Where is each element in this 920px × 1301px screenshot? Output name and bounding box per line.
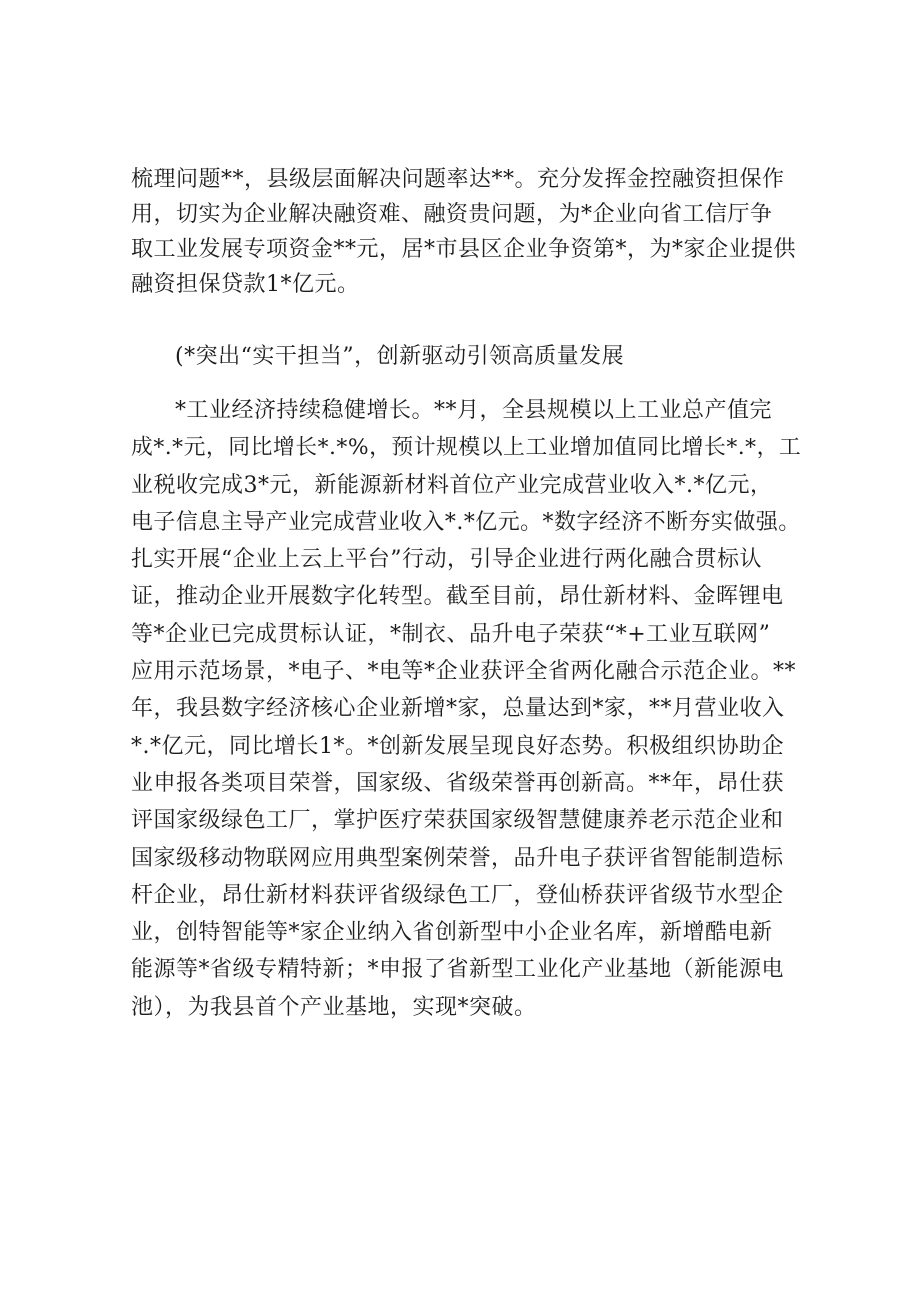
paragraph-line: 池），为我县首个产业基地，实现*突破。 bbox=[131, 994, 537, 1020]
paragraph-line: 业申报各类项目荣誉，国家级、省级荣誉再创新高。**年，昂仕获 bbox=[131, 770, 785, 796]
paragraph-line: 国家级移动物联网应用典型案例荣誉，品升电子获评省智能制造标 bbox=[131, 845, 784, 871]
paragraph-line: 应用示范场景，*电子、*电等*企业获评全省两化融合示范企业。** bbox=[131, 659, 797, 685]
paragraph-line: *工业经济持续稳健增长。**月，全县规模以上工业总产值完 bbox=[175, 398, 773, 423]
paragraph-industrial-economy bbox=[131, 392, 801, 1026]
paragraph-line: 证，推动企业开展数字化转型。截至目前，昂仕新材料、金晖锂电 bbox=[131, 584, 784, 610]
paragraph-line: 融资担保贷款1*亿元。 bbox=[131, 272, 360, 297]
paragraph-line: 梳理问题**，县级层面解决问题率达**。充分发挥金控融资担保作 bbox=[131, 167, 785, 192]
paragraph-line: 杆企业，昂仕新材料获评省级绿色工厂，登仙桥获评省级节水型企 bbox=[131, 882, 784, 908]
paragraph-financing bbox=[131, 162, 801, 302]
paragraph-line: 能源等*省级专精特新；*申报了省新型工业化产业基地（新能源电 bbox=[131, 957, 785, 983]
paragraph-line: 用，切实为企业解决融资难、融资贵问题，为*企业向省工信厅争 bbox=[131, 202, 773, 227]
section-heading: (*突出“实干担当”，创新驱动引领高质量发展 bbox=[175, 344, 625, 369]
paragraph-line: 电子信息主导产业完成营业收入*.*亿元。*数字经济不断夯实做强。 bbox=[131, 509, 801, 535]
paragraph-line: 扎实开展“企业上云上平台”行动，引导企业进行两化融合贯标认 bbox=[131, 547, 762, 573]
paragraph-line: 业税收完成3*元，新能源新材料首位产业完成营业收入*.*亿元， bbox=[131, 472, 773, 498]
paragraph-line: *.*亿元，同比增长1*。*创新发展呈现良好态势。积极组织协助企 bbox=[131, 733, 784, 759]
paragraph-line: 评国家级绿色工厂，掌护医疗荣获国家级智慧健康养老示范企业和 bbox=[131, 808, 784, 834]
paragraph-line: 等*企业已完成贯标认证，*制衣、品升电子荣获“*+工业互联网” bbox=[131, 621, 771, 647]
paragraph-line: 年，我县数字经济核心企业新增*家，总量达到*家，**月营业收入 bbox=[131, 696, 785, 722]
paragraph-line: 取工业发展专项资金**元，居*市县区企业争资第*，为*家企业提供 bbox=[131, 237, 797, 262]
paragraph-line: 成*.*元，同比增长*.*%，预计规模以上工业增加值同比增长*.*，工 bbox=[131, 435, 802, 461]
paragraph-line: 业，创特智能等*家企业纳入省创新型中小企业名库，新增酷电新 bbox=[131, 920, 773, 946]
